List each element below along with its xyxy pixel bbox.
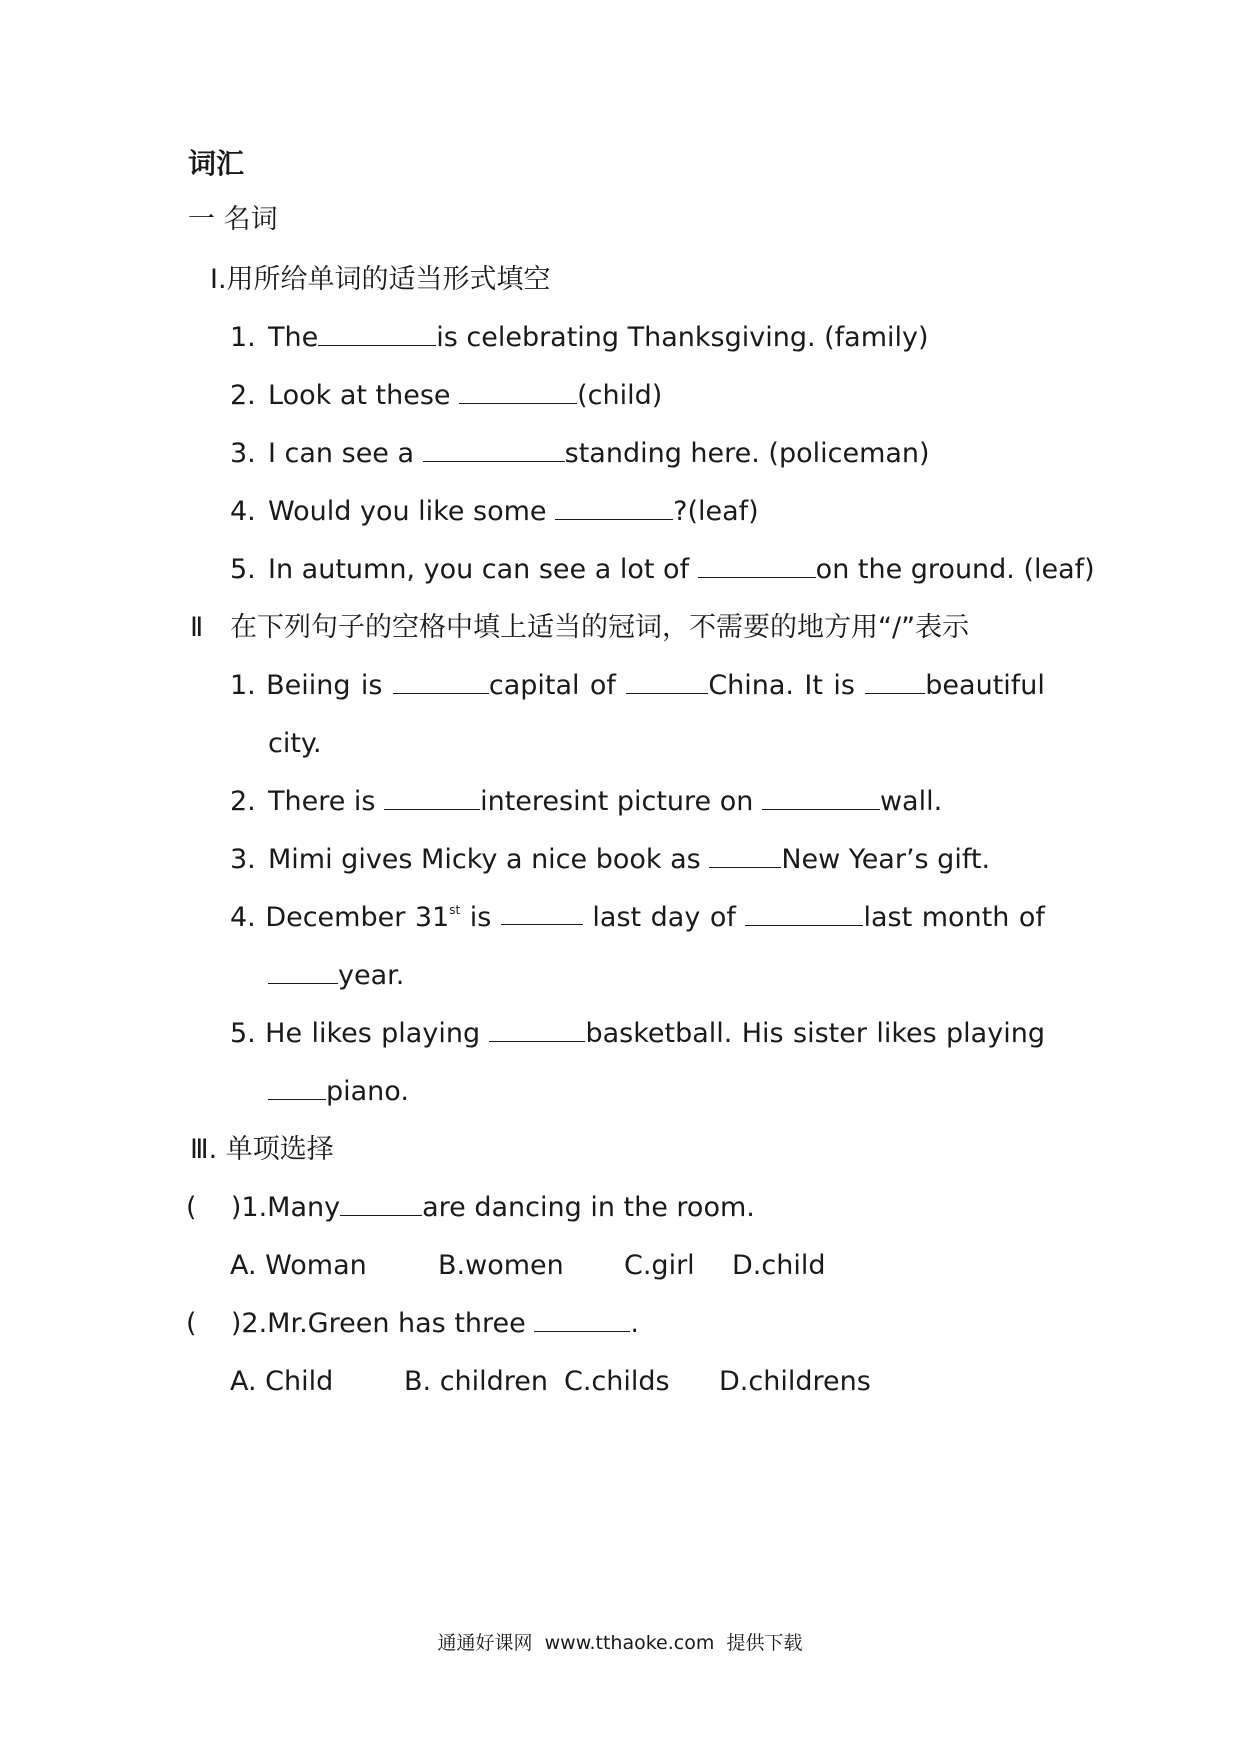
item-word: China. [708,670,795,701]
item-continuation [268,958,404,994]
answer-blank[interactable] [268,959,338,984]
answer-blank[interactable] [745,901,863,926]
answer-blank[interactable] [698,553,816,578]
list-item [230,1016,1045,1052]
item-number: 4. [230,902,256,933]
options-row [230,1248,825,1284]
question [186,1306,639,1342]
item-word: Beiing [266,670,351,701]
item-word: month [921,902,1010,933]
question-text: . [630,1308,639,1339]
item-number: 2. [230,380,256,411]
item-text: (child) [577,380,663,411]
answer-blank[interactable] [534,1307,630,1332]
list-item [230,320,929,356]
item-word: playing [946,1018,1045,1049]
option-a[interactable]: A. Woman [230,1250,367,1281]
answer-blank[interactable] [268,1075,326,1100]
list-item [230,552,1095,588]
answer-blank[interactable] [489,1017,585,1042]
question-text: 1.Many [241,1192,341,1223]
item-text: Mimi gives Micky a nice book as [268,844,710,875]
item-word: basketball. [585,1018,733,1049]
page-title: 词汇 [188,147,245,180]
item-text: Would you like some [268,496,556,527]
ordinal-suffix: st [449,903,461,917]
question [186,1190,755,1226]
item-text: ?(leaf) [673,496,759,527]
answer-blank[interactable] [709,843,781,868]
item-number: 2. [230,786,256,817]
item-number: 1. [230,670,256,701]
item-text: Look at these [268,380,460,411]
item-text: piano. [326,1076,409,1107]
roman-numeral: Ⅱ [190,612,204,643]
item-continuation: city. [268,728,322,759]
item-text: year. [338,960,405,991]
item-word: last [592,902,642,933]
page-footer: 通通好课网 www.tthaoke.com 提供下载 [437,1632,803,1654]
item-number: 3. [230,438,256,469]
item-word: day [650,902,701,933]
answer-blank[interactable] [393,669,489,694]
option-b[interactable]: B. children [404,1366,549,1397]
item-word: is [360,670,383,701]
item-text: In autumn, you can see a lot of [268,554,698,585]
item-word: December [265,902,406,933]
item-word: sister [793,1018,867,1049]
part2-heading [190,610,969,646]
answer-blank[interactable] [423,437,565,462]
answer-blank[interactable] [340,1191,422,1216]
item-text: standing here. (policeman) [564,438,930,469]
option-a[interactable]: A. Child [230,1366,334,1397]
list-item [230,378,662,414]
answer-blank[interactable] [501,900,583,925]
list-item [230,784,942,820]
item-text: wall. [879,786,943,817]
item-word: of [1018,902,1045,933]
item-word: is [469,902,492,933]
list-item [230,668,1045,704]
item-number: 1. [230,322,256,353]
item-word: It [804,670,823,701]
answer-blank[interactable] [318,321,436,346]
item-word: of [709,902,736,933]
item-word: likes [311,1018,372,1049]
option-c[interactable]: C.girl [624,1250,695,1281]
item-word: is [833,670,855,701]
answer-bracket[interactable]: ( ) [186,1308,242,1339]
item-word: He [265,1018,303,1049]
item-text: The [268,322,319,353]
option-d[interactable]: D.childrens [719,1366,871,1397]
part1-heading: Ⅰ.用所给单词的适当形式填空 [210,264,551,295]
item-continuation [268,1074,409,1110]
option-d[interactable]: D.child [732,1250,826,1281]
answer-blank[interactable] [555,495,673,520]
answer-blank[interactable] [459,379,577,404]
question-text: 2.Mr.Green has three [241,1308,535,1339]
item-word: 31 [414,902,450,933]
item-number: 3. [230,844,256,875]
item-word: likes [876,1018,937,1049]
list-item [230,494,759,530]
item-text: interesint picture on [480,786,762,817]
item-word: last [863,902,913,933]
item-text: is celebrating Thanksgiving. (family) [436,322,929,353]
list-item [230,900,1045,936]
part3-heading: Ⅲ. 单项选择 [190,1134,334,1165]
item-word: His [741,1018,784,1049]
item-text: I can see a [268,438,423,469]
item-number: 4. [230,496,256,527]
option-b[interactable]: B.women [438,1250,564,1281]
answer-blank[interactable] [762,785,880,810]
item-word: beautiful [925,670,1045,701]
item-word: playing [381,1018,481,1049]
answer-blank[interactable] [384,785,480,810]
answer-blank[interactable] [865,669,925,694]
item-number: 5. [230,1018,256,1049]
list-item [230,436,930,472]
item-number: 5. [230,554,256,585]
question-text: are dancing in the room. [422,1192,755,1223]
item-text: New Year’s gift. [781,844,991,875]
option-c[interactable]: C.childs [564,1366,670,1397]
options-row [230,1364,871,1400]
item-text: on the ground. (leaf) [815,554,1095,585]
answer-bracket[interactable]: ( ) [186,1192,242,1223]
answer-blank[interactable] [626,669,708,694]
item-text: There is [268,786,385,817]
list-item [230,842,990,878]
item-word: of [589,670,616,701]
item-word: capital [488,670,580,701]
section-heading-nouns: 一 名词 [188,204,278,235]
heading-text: 在下列句子的空格中填上适当的冠词，不需要的地方用“/”表示 [230,612,970,643]
